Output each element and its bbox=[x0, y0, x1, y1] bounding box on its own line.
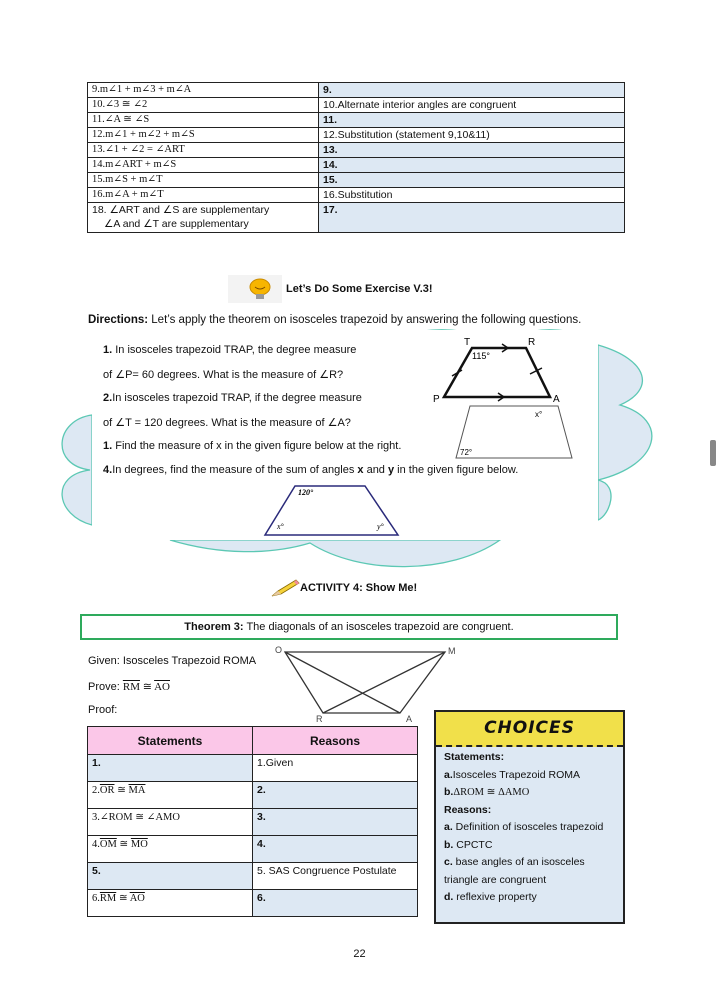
proof-table-continued bbox=[87, 82, 625, 233]
reason-cell-blank[interactable]: 6. bbox=[253, 890, 418, 917]
reason-cell-blank[interactable]: 3. bbox=[253, 809, 418, 836]
theorem-text: The diagonals of an isosceles trapezoid are congruent. bbox=[243, 621, 514, 633]
statement-cell: 3.∠ROM ≅ ∠AMO bbox=[88, 809, 253, 836]
directions-text: Let’s apply the theorem on isosceles trapezoid by answering the following questions. bbox=[148, 314, 582, 326]
reason-cell: 12.Substitution (statement 9,10&11) bbox=[319, 128, 625, 143]
table-row bbox=[88, 113, 625, 128]
directions bbox=[88, 314, 581, 326]
reason-cell: 16.Substitution bbox=[319, 188, 625, 203]
question-3: 1. Find the measure of x in the given figure below at the right. bbox=[103, 440, 402, 452]
prove-text: Prove: $\overline{RM}$ ≅ $\overline{AO}$ bbox=[88, 681, 170, 693]
table-row bbox=[88, 98, 625, 113]
statement-line: ∠A and ∠T are supplementary bbox=[104, 218, 249, 230]
svg-text:O: O bbox=[275, 645, 283, 655]
statement-cell: 16.m∠A + m∠T bbox=[88, 188, 319, 203]
statement-cell: 11.∠A ≅ ∠S bbox=[88, 113, 319, 128]
choices-title: CHOICES bbox=[436, 712, 623, 747]
svg-text:x°: x° bbox=[535, 410, 543, 419]
directions-label: Directions: bbox=[88, 314, 149, 326]
proof-label: Proof: bbox=[88, 704, 118, 716]
statement-cell: 10.∠3 ≅ ∠2 bbox=[88, 98, 319, 113]
question-1: 1. In isosceles trapezoid TRAP, the degree measure bbox=[103, 344, 357, 356]
table-row bbox=[88, 83, 625, 98]
choice-statement-b: b.ΔROM ≅ ΔAMO bbox=[444, 786, 530, 798]
question-4: 4.In degrees, find the measure of the sum of angles x and y in the given figure below. bbox=[103, 464, 519, 476]
choice-reason-d: d. reflexive property bbox=[444, 891, 537, 903]
theorem-label: Theorem 3: bbox=[184, 621, 244, 633]
statement-cell: 15.m∠S + m∠T bbox=[88, 173, 319, 188]
table-row bbox=[88, 188, 625, 203]
reason-cell-blank[interactable]: 15. bbox=[319, 173, 625, 188]
statement-cell: 12.m∠1 + m∠2 + m∠S bbox=[88, 128, 319, 143]
statement-cell: $2.\overline{OR}$ ≅ $\overline{MA}$ bbox=[88, 782, 253, 809]
page-number: 22 bbox=[353, 948, 366, 960]
statement-cell bbox=[88, 203, 319, 233]
header-reasons: Reasons bbox=[253, 727, 418, 755]
dash-border bbox=[434, 710, 625, 712]
statement-cell: 9.m∠1 + m∠3 + m∠A bbox=[88, 83, 319, 98]
svg-text:y°: y° bbox=[377, 522, 384, 531]
activity-title: ACTIVITY 4: Show Me! bbox=[300, 582, 418, 594]
reason-cell-blank[interactable]: 14. bbox=[319, 158, 625, 173]
table-row bbox=[88, 173, 625, 188]
svg-text:R: R bbox=[316, 714, 323, 724]
table-row bbox=[88, 128, 625, 143]
reasons-label: Reasons: bbox=[444, 803, 492, 816]
svg-text:A: A bbox=[406, 714, 413, 724]
choices-body bbox=[436, 747, 623, 909]
trapezoid-roma-figure bbox=[270, 642, 460, 724]
svg-text:120°: 120° bbox=[298, 488, 314, 497]
trapezoid-trap-figure bbox=[430, 332, 580, 467]
header-statements: Statements bbox=[88, 727, 253, 755]
table-row bbox=[88, 158, 625, 173]
svg-text:A: A bbox=[553, 394, 560, 405]
activity-header bbox=[270, 578, 417, 598]
svg-text:T: T bbox=[464, 337, 471, 348]
reason-cell-blank[interactable]: 13. bbox=[319, 143, 625, 158]
exercise-title: Let’s Do Some Exercise V.3! bbox=[286, 283, 433, 295]
choice-reason-b: b. CPCTC bbox=[444, 838, 493, 851]
reason-cell-blank[interactable]: 2. bbox=[253, 782, 418, 809]
proof-table bbox=[87, 726, 418, 917]
choice-reason-a: a. Definition of isosceles trapezoid bbox=[444, 821, 604, 833]
statements-label: Statements: bbox=[444, 751, 505, 763]
statement-cell: $4.\overline{OM}$ ≅ $\overline{MO}$ bbox=[88, 836, 253, 863]
svg-text:M: M bbox=[448, 646, 456, 656]
exercise-header bbox=[228, 275, 433, 303]
statement-line: 18. ∠ART and ∠S are supplementary bbox=[92, 204, 270, 216]
table-row bbox=[88, 809, 418, 836]
statement-cell: 13.∠1 + ∠2 = ∠ART bbox=[88, 143, 319, 158]
trapezoid-xy-figure bbox=[260, 483, 410, 538]
svg-text:115°: 115° bbox=[472, 351, 490, 361]
svg-text:x°: x° bbox=[277, 522, 284, 531]
reason-cell-blank[interactable]: 4. bbox=[253, 836, 418, 863]
table-row bbox=[88, 755, 418, 782]
svg-text:P: P bbox=[433, 394, 440, 405]
reason-cell-blank[interactable]: 9. bbox=[319, 83, 625, 98]
statement-cell-blank[interactable]: 1. bbox=[88, 755, 253, 782]
theorem-box bbox=[80, 614, 618, 640]
reason-cell-blank[interactable]: 17. bbox=[319, 203, 625, 233]
reason-cell-blank[interactable]: 11. bbox=[319, 113, 625, 128]
choice-reason-c: c. base angles of an isosceles triangle are congruent bbox=[444, 856, 585, 886]
table-row bbox=[88, 836, 418, 863]
svg-text:R: R bbox=[528, 337, 536, 348]
reason-cell: 10.Alternate interior angles are congruent bbox=[319, 98, 625, 113]
given-text: Given: Isosceles Trapezoid ROMA bbox=[88, 655, 257, 667]
svg-text:72°: 72° bbox=[460, 448, 473, 457]
table-row bbox=[88, 143, 625, 158]
choice-statement-a: a.Isosceles Trapezoid ROMA bbox=[444, 768, 580, 781]
reason-cell: 1.Given bbox=[253, 755, 418, 782]
statement-cell-blank[interactable]: 5. bbox=[88, 863, 253, 890]
table-header-row bbox=[88, 727, 418, 755]
choices-box bbox=[434, 710, 625, 924]
table-row bbox=[88, 203, 625, 233]
lightbulb-icon bbox=[228, 275, 282, 303]
table-row bbox=[88, 890, 418, 917]
question-2: 2.In isosceles trapezoid TRAP, if the degree measure bbox=[103, 392, 362, 404]
reason-cell: 5. SAS Congruence Postulate bbox=[253, 863, 418, 890]
statement-cell: $6.\overline{RM}$ ≅ $\overline{AO}$ bbox=[88, 890, 253, 917]
table-row bbox=[88, 863, 418, 890]
question-2-line2: of ∠T = 120 degrees. What is the measure of ∠A? bbox=[103, 417, 351, 429]
scrollbar-thumb[interactable] bbox=[710, 440, 716, 466]
pencil-icon bbox=[270, 578, 300, 598]
table-row bbox=[88, 782, 418, 809]
question-1-line2: of ∠P= 60 degrees. What is the measure of ∠R? bbox=[103, 369, 344, 381]
statement-cell: 14.m∠ART + m∠S bbox=[88, 158, 319, 173]
